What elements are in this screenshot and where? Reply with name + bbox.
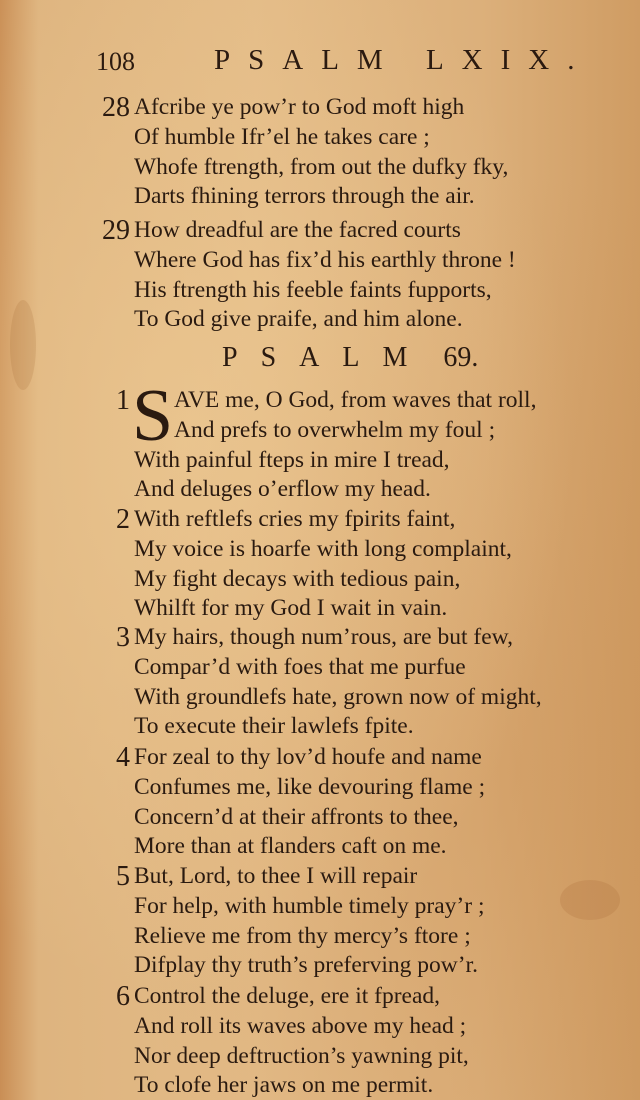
section-heading (222, 338, 478, 378)
section-number: 69. (443, 342, 479, 373)
page-number: 108 (96, 47, 135, 76)
verse-line: Confumes me, like devouring flame ; (134, 773, 486, 800)
verse-lines (134, 386, 536, 505)
verse-number: 29 (102, 215, 130, 246)
verse-number: 2 (116, 504, 130, 535)
verse-lines (134, 623, 542, 742)
verse-number: 4 (116, 742, 130, 773)
verse-lines (134, 93, 508, 212)
verse-line: Difplay thy truth’s preferving pow’r. (134, 952, 478, 979)
verse-line: To execute their lawlefs fpite. (134, 713, 414, 740)
paper-stain (10, 300, 36, 390)
verse-line: Concern’d at their affronts to thee, (134, 803, 459, 830)
verse-lines (134, 982, 469, 1100)
verse-line: For help, with humble timely pray’r ; (134, 892, 485, 919)
verse-line: With groundlefs hate, grown now of might, (134, 683, 542, 710)
drop-cap: S (132, 375, 174, 457)
verse-lines (134, 505, 512, 624)
verse-line: But, Lord, to thee I will repair (134, 863, 418, 889)
section-title: PSALM (222, 342, 431, 373)
verse-line: My fight decays with tedious pain, (134, 565, 461, 592)
verse-line: To clofe her jaws on me permit. (134, 1072, 434, 1099)
verse-line: AVE me, O God, from waves that roll, (174, 387, 537, 413)
verse-line: My hairs, though num’rous, are but few, (134, 624, 513, 650)
verse-number: 5 (116, 861, 130, 892)
verse-line: More than at flanders caft on me. (134, 833, 447, 860)
verse-line: Afcribe ye pow’r to God moft high (134, 94, 465, 120)
paper-stain (560, 880, 620, 920)
verse-lines (134, 862, 484, 981)
verse-number: 3 (116, 622, 130, 653)
verse-line: Control the deluge, ere it fpread, (134, 983, 441, 1009)
verse-line: With painful fteps in mire I tread, (134, 446, 450, 473)
verse-lines (134, 743, 485, 862)
verse-line: Compar’d with foes that me purfue (134, 653, 466, 680)
verse-line: How dreadful are the facred courts (134, 217, 461, 243)
verse-number: 28 (102, 92, 130, 123)
verse-number: 1 (116, 385, 130, 416)
verse-line: Relieve me from thy mercy’s ftore ; (134, 922, 471, 949)
verse-line: And deluges o’erflow my head. (134, 476, 431, 503)
running-head (96, 38, 593, 82)
verse-line: His ftrength his feeble faints fupports, (134, 276, 492, 303)
verse-line: Darts fhining terrors through the air. (134, 183, 475, 210)
verse-line: My voice is hoarfe with long complaint, (134, 535, 512, 562)
verse-number: 6 (116, 981, 130, 1012)
running-title: PSALM LXIX. (214, 44, 593, 76)
verse-line: Whilft for my God I wait in vain. (134, 595, 448, 622)
verse-line: Nor deep deftruction’s yawning pit, (134, 1042, 469, 1069)
verse-lines (134, 216, 516, 335)
verse-line: Where God has fix’d his earthly throne ! (134, 246, 516, 273)
verse-line: With reftlefs cries my fpirits faint, (134, 506, 456, 532)
verse-line: And prefs to overwhelm my foul ; (174, 416, 496, 443)
verse-line: And roll its waves above my head ; (134, 1012, 467, 1039)
verse-line: For zeal to thy lov’d houfe and name (134, 744, 482, 770)
verse-line: Of humble Ifr’el he takes care ; (134, 123, 430, 150)
verse-line: To God give praife, and him alone. (134, 306, 463, 333)
verse-line: Whofe ftrength, from out the dufky fky, (134, 153, 509, 180)
